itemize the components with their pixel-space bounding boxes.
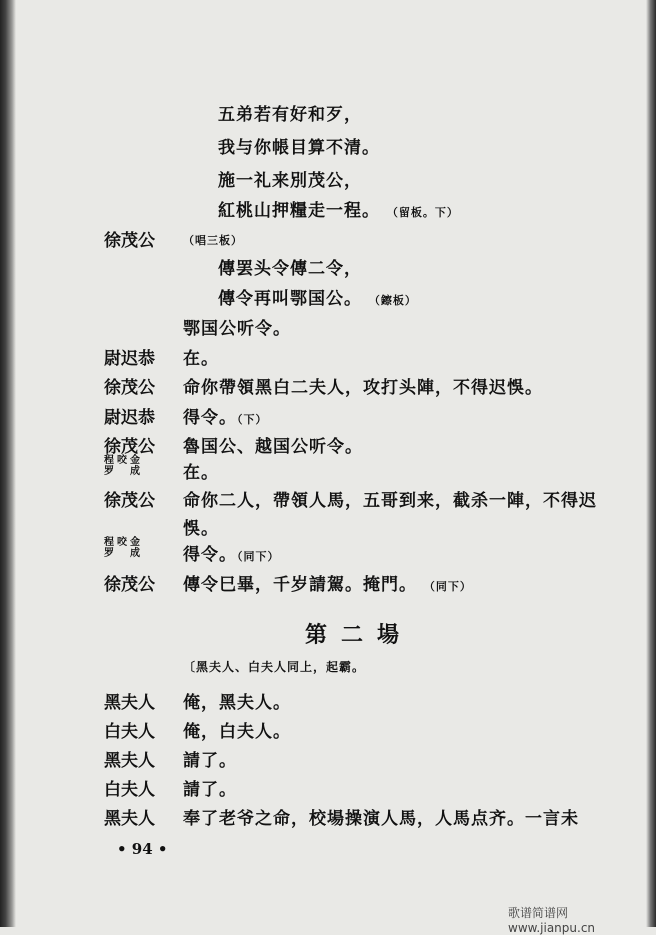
- dialogue-text: 在。: [183, 463, 219, 483]
- dialogue-text: 在。: [183, 349, 219, 369]
- stage-note: （鑔板）: [368, 294, 417, 307]
- scan-edge-shadow: [646, 0, 656, 927]
- speaker-pair: [104, 455, 143, 477]
- speaker-name: 程咬金: [104, 537, 143, 548]
- scene-heading: 第二場: [305, 622, 414, 648]
- stage-note-line: （唱三板）: [183, 234, 243, 247]
- verse-line: 我与你帳目算不清。: [218, 138, 380, 158]
- speaker-pair: [104, 537, 143, 559]
- speaker-name: 徐茂公: [104, 231, 155, 251]
- verse-line: 施一礼来別茂公，: [218, 171, 362, 191]
- dialogue-text: 得令。（下）: [183, 408, 268, 428]
- dialogue-text: 魯国公、越国公听令。: [183, 437, 363, 457]
- stage-note: （下）: [237, 413, 268, 426]
- speaker-name: 黑夫人: [104, 693, 155, 713]
- stage-note: （留板。下）: [386, 206, 459, 219]
- speaker-name: 黑夫人: [104, 751, 155, 771]
- speaker-name: 程咬金: [104, 455, 143, 466]
- stage-direction: 〔黑夫人、白夫人同上，起霸。: [183, 660, 366, 674]
- dialogue-text: 俺，黑夫人。: [183, 693, 291, 713]
- page-number: • 94 •: [117, 840, 168, 858]
- verse-line: 五弟若有好和歹，: [218, 105, 362, 125]
- dialogue-text: 請了。: [183, 751, 237, 771]
- speaker-name: 徐茂公: [104, 378, 155, 398]
- dialogue-text: 傳令巳畢，千岁請駕。掩門。 （同下）: [183, 575, 472, 595]
- dialogue-text: 命你帶領黑白二夫人，攻打头陣，不得迟悞。: [183, 378, 543, 398]
- speaker-name: 罗 成: [104, 466, 143, 477]
- stage-note: （同下）: [423, 580, 472, 593]
- speaker-name: 白夫人: [104, 780, 155, 800]
- stage-note: （同下）: [237, 550, 280, 563]
- speaker-name: 黑夫人: [104, 809, 155, 829]
- verse-line: 紅桃山押糧走一程。 （留板。下）: [218, 201, 459, 221]
- speaker-name: 徐茂公: [104, 437, 155, 457]
- speaker-name: 尉迟恭: [104, 408, 155, 428]
- dialogue-text: 奉了老爷之命，校場操演人馬，人馬点齐。一言未: [183, 809, 579, 829]
- verse-line: 傳罢头令傳二令，: [218, 259, 362, 279]
- dialogue-text-cont: 悞。: [183, 519, 219, 539]
- speaker-name: 徐茂公: [104, 491, 155, 511]
- dialogue-text: 命你二人，帶領人馬，五哥到来，截杀一陣，不得迟: [183, 491, 597, 511]
- dialogue-text: 得令。（同下）: [183, 545, 280, 565]
- speaker-name: 尉迟恭: [104, 349, 155, 369]
- speaker-name: 白夫人: [104, 722, 155, 742]
- speaker-name: 徐茂公: [104, 575, 155, 595]
- watermark: 歌谱简谱网 www.jianpu.cn: [508, 906, 596, 935]
- verse-line: 傳令再叫鄂国公。 （鑔板）: [218, 289, 417, 309]
- scan-binding-shadow: [0, 0, 16, 927]
- speaker-name: 罗 成: [104, 548, 143, 559]
- dialogue-text: 鄂国公听令。: [183, 319, 291, 339]
- dialogue-text: 俺，白夫人。: [183, 722, 291, 742]
- dialogue-text: 請了。: [183, 780, 237, 800]
